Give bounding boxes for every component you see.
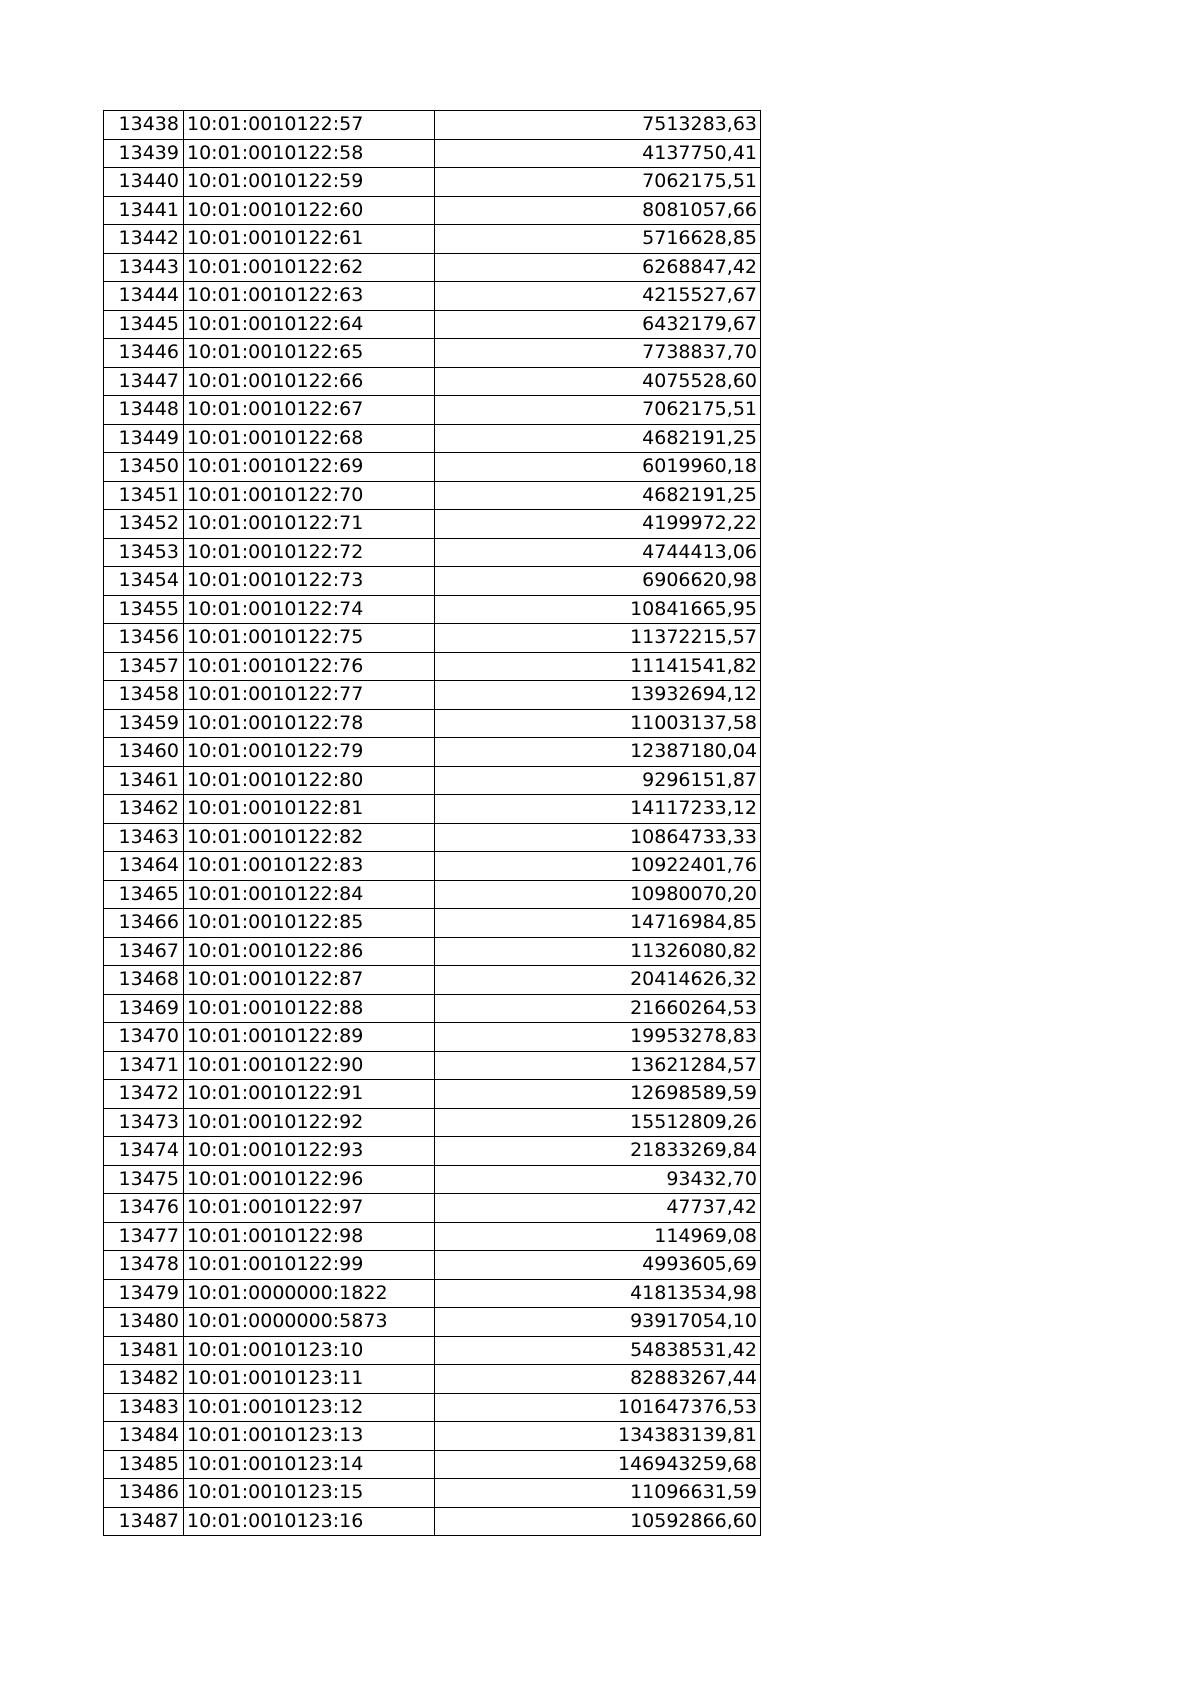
value-cell: 93917054,10 bbox=[435, 1308, 761, 1337]
row-number-cell: 13456 bbox=[104, 624, 184, 653]
table-row bbox=[104, 1165, 761, 1194]
cadastral-number-cell: 10:01:0010122:64 bbox=[184, 310, 435, 339]
cadastral-number-cell: 10:01:0010122:90 bbox=[184, 1051, 435, 1080]
row-number-cell: 13463 bbox=[104, 823, 184, 852]
table-row bbox=[104, 310, 761, 339]
value-cell: 14716984,85 bbox=[435, 909, 761, 938]
value-cell: 11141541,82 bbox=[435, 652, 761, 681]
cadastral-number-cell: 10:01:0010122:99 bbox=[184, 1251, 435, 1280]
table-row bbox=[104, 196, 761, 225]
value-cell: 12387180,04 bbox=[435, 738, 761, 767]
cadastral-number-cell: 10:01:0010122:73 bbox=[184, 567, 435, 596]
cadastral-number-cell: 10:01:0010123:11 bbox=[184, 1365, 435, 1394]
value-cell: 6432179,67 bbox=[435, 310, 761, 339]
row-number-cell: 13458 bbox=[104, 681, 184, 710]
row-number-cell: 13468 bbox=[104, 966, 184, 995]
value-cell: 11326080,82 bbox=[435, 937, 761, 966]
table-row bbox=[104, 909, 761, 938]
cadastral-number-cell: 10:01:0010122:77 bbox=[184, 681, 435, 710]
cadastral-number-cell: 10:01:0010122:83 bbox=[184, 852, 435, 881]
row-number-cell: 13466 bbox=[104, 909, 184, 938]
cadastral-number-cell: 10:01:0000000:1822 bbox=[184, 1279, 435, 1308]
row-number-cell: 13478 bbox=[104, 1251, 184, 1280]
value-cell: 11003137,58 bbox=[435, 709, 761, 738]
row-number-cell: 13486 bbox=[104, 1479, 184, 1508]
table-row bbox=[104, 139, 761, 168]
table-row bbox=[104, 795, 761, 824]
table-row bbox=[104, 624, 761, 653]
cadastral-number-cell: 10:01:0010122:62 bbox=[184, 253, 435, 282]
cadastral-number-cell: 10:01:0010123:13 bbox=[184, 1422, 435, 1451]
cadastral-number-cell: 10:01:0010122:82 bbox=[184, 823, 435, 852]
value-cell: 134383139,81 bbox=[435, 1422, 761, 1451]
table-row bbox=[104, 481, 761, 510]
row-number-cell: 13439 bbox=[104, 139, 184, 168]
cadastral-number-cell: 10:01:0010122:98 bbox=[184, 1222, 435, 1251]
cadastral-number-cell: 10:01:0010122:71 bbox=[184, 510, 435, 539]
row-number-cell: 13479 bbox=[104, 1279, 184, 1308]
table-row bbox=[104, 1479, 761, 1508]
value-cell: 15512809,26 bbox=[435, 1108, 761, 1137]
cadastral-number-cell: 10:01:0010122:91 bbox=[184, 1080, 435, 1109]
table-row bbox=[104, 510, 761, 539]
row-number-cell: 13452 bbox=[104, 510, 184, 539]
table-row bbox=[104, 880, 761, 909]
table-row bbox=[104, 1137, 761, 1166]
table-row bbox=[104, 225, 761, 254]
cadastral-number-cell: 10:01:0010122:61 bbox=[184, 225, 435, 254]
cadastral-number-cell: 10:01:0010122:80 bbox=[184, 766, 435, 795]
row-number-cell: 13470 bbox=[104, 1023, 184, 1052]
row-number-cell: 13464 bbox=[104, 852, 184, 881]
value-cell: 4744413,06 bbox=[435, 538, 761, 567]
value-cell: 4075528,60 bbox=[435, 367, 761, 396]
value-cell: 7062175,51 bbox=[435, 396, 761, 425]
value-cell: 14117233,12 bbox=[435, 795, 761, 824]
row-number-cell: 13480 bbox=[104, 1308, 184, 1337]
cadastral-number-cell: 10:01:0010123:16 bbox=[184, 1507, 435, 1536]
cadastral-number-cell: 10:01:0010122:88 bbox=[184, 994, 435, 1023]
table-row bbox=[104, 111, 761, 140]
value-cell: 54838531,42 bbox=[435, 1336, 761, 1365]
cadastral-number-cell: 10:01:0010122:70 bbox=[184, 481, 435, 510]
table-row bbox=[104, 766, 761, 795]
table-row bbox=[104, 595, 761, 624]
cadastral-number-cell: 10:01:0010122:59 bbox=[184, 168, 435, 197]
table-body bbox=[104, 111, 761, 1536]
cadastral-number-cell: 10:01:0010123:14 bbox=[184, 1450, 435, 1479]
row-number-cell: 13473 bbox=[104, 1108, 184, 1137]
value-cell: 146943259,68 bbox=[435, 1450, 761, 1479]
value-cell: 7738837,70 bbox=[435, 339, 761, 368]
cadastral-number-cell: 10:01:0010122:65 bbox=[184, 339, 435, 368]
value-cell: 8081057,66 bbox=[435, 196, 761, 225]
row-number-cell: 13446 bbox=[104, 339, 184, 368]
value-cell: 10841665,95 bbox=[435, 595, 761, 624]
table-row bbox=[104, 424, 761, 453]
cadastral-number-cell: 10:01:0010122:75 bbox=[184, 624, 435, 653]
cadastral-number-cell: 10:01:0010122:69 bbox=[184, 453, 435, 482]
row-number-cell: 13444 bbox=[104, 282, 184, 311]
table-row bbox=[104, 1279, 761, 1308]
table-row bbox=[104, 1507, 761, 1536]
table-row bbox=[104, 1251, 761, 1280]
value-cell: 4199972,22 bbox=[435, 510, 761, 539]
cadastral-number-cell: 10:01:0010122:67 bbox=[184, 396, 435, 425]
value-cell: 21833269,84 bbox=[435, 1137, 761, 1166]
table-row bbox=[104, 852, 761, 881]
cadastral-number-cell: 10:01:0010122:81 bbox=[184, 795, 435, 824]
cadastral-number-cell: 10:01:0010122:79 bbox=[184, 738, 435, 767]
cadastral-number-cell: 10:01:0010122:58 bbox=[184, 139, 435, 168]
table-row bbox=[104, 823, 761, 852]
table-row bbox=[104, 652, 761, 681]
row-number-cell: 13469 bbox=[104, 994, 184, 1023]
row-number-cell: 13443 bbox=[104, 253, 184, 282]
table-row bbox=[104, 738, 761, 767]
row-number-cell: 13451 bbox=[104, 481, 184, 510]
row-number-cell: 13465 bbox=[104, 880, 184, 909]
cadastral-number-cell: 10:01:0010122:93 bbox=[184, 1137, 435, 1166]
table-row bbox=[104, 453, 761, 482]
table-row bbox=[104, 1365, 761, 1394]
row-number-cell: 13457 bbox=[104, 652, 184, 681]
table-row bbox=[104, 1393, 761, 1422]
value-cell: 9296151,87 bbox=[435, 766, 761, 795]
value-cell: 5716628,85 bbox=[435, 225, 761, 254]
cadastral-number-cell: 10:01:0010123:12 bbox=[184, 1393, 435, 1422]
value-cell: 4993605,69 bbox=[435, 1251, 761, 1280]
table-row bbox=[104, 709, 761, 738]
table-row bbox=[104, 1080, 761, 1109]
cadastral-number-cell: 10:01:0010123:15 bbox=[184, 1479, 435, 1508]
value-cell: 11372215,57 bbox=[435, 624, 761, 653]
value-cell: 47737,42 bbox=[435, 1194, 761, 1223]
row-number-cell: 13471 bbox=[104, 1051, 184, 1080]
row-number-cell: 13455 bbox=[104, 595, 184, 624]
value-cell: 12698589,59 bbox=[435, 1080, 761, 1109]
value-cell: 6019960,18 bbox=[435, 453, 761, 482]
table-row bbox=[104, 966, 761, 995]
value-cell: 4137750,41 bbox=[435, 139, 761, 168]
cadastral-number-cell: 10:01:0010122:84 bbox=[184, 880, 435, 909]
row-number-cell: 13449 bbox=[104, 424, 184, 453]
table-row bbox=[104, 1108, 761, 1137]
value-cell: 20414626,32 bbox=[435, 966, 761, 995]
cadastral-number-cell: 10:01:0010122:68 bbox=[184, 424, 435, 453]
table-row bbox=[104, 367, 761, 396]
cadastral-number-cell: 10:01:0010122:57 bbox=[184, 111, 435, 140]
row-number-cell: 13447 bbox=[104, 367, 184, 396]
table-row bbox=[104, 538, 761, 567]
value-cell: 82883267,44 bbox=[435, 1365, 761, 1394]
row-number-cell: 13440 bbox=[104, 168, 184, 197]
table-row bbox=[104, 1051, 761, 1080]
table-row bbox=[104, 168, 761, 197]
value-cell: 7513283,63 bbox=[435, 111, 761, 140]
cadastral-number-cell: 10:01:0010122:86 bbox=[184, 937, 435, 966]
row-number-cell: 13453 bbox=[104, 538, 184, 567]
row-number-cell: 13477 bbox=[104, 1222, 184, 1251]
row-number-cell: 13481 bbox=[104, 1336, 184, 1365]
row-number-cell: 13454 bbox=[104, 567, 184, 596]
value-cell: 4215527,67 bbox=[435, 282, 761, 311]
row-number-cell: 13467 bbox=[104, 937, 184, 966]
cadastre-value-table bbox=[103, 110, 761, 1536]
value-cell: 19953278,83 bbox=[435, 1023, 761, 1052]
value-cell: 7062175,51 bbox=[435, 168, 761, 197]
cadastral-number-cell: 10:01:0010122:96 bbox=[184, 1165, 435, 1194]
row-number-cell: 13441 bbox=[104, 196, 184, 225]
table-row bbox=[104, 1194, 761, 1223]
value-cell: 11096631,59 bbox=[435, 1479, 761, 1508]
cadastral-number-cell: 10:01:0010123:10 bbox=[184, 1336, 435, 1365]
cadastral-number-cell: 10:01:0010122:63 bbox=[184, 282, 435, 311]
table-row bbox=[104, 282, 761, 311]
table-row bbox=[104, 1023, 761, 1052]
row-number-cell: 13484 bbox=[104, 1422, 184, 1451]
row-number-cell: 13487 bbox=[104, 1507, 184, 1536]
value-cell: 114969,08 bbox=[435, 1222, 761, 1251]
cadastral-number-cell: 10:01:0010122:60 bbox=[184, 196, 435, 225]
value-cell: 10922401,76 bbox=[435, 852, 761, 881]
row-number-cell: 13438 bbox=[104, 111, 184, 140]
row-number-cell: 13448 bbox=[104, 396, 184, 425]
table-row bbox=[104, 994, 761, 1023]
table-row bbox=[104, 339, 761, 368]
cadastral-number-cell: 10:01:0000000:5873 bbox=[184, 1308, 435, 1337]
value-cell: 6268847,42 bbox=[435, 253, 761, 282]
row-number-cell: 13462 bbox=[104, 795, 184, 824]
table-row bbox=[104, 396, 761, 425]
cadastral-number-cell: 10:01:0010122:72 bbox=[184, 538, 435, 567]
table-row bbox=[104, 567, 761, 596]
value-cell: 41813534,98 bbox=[435, 1279, 761, 1308]
value-cell: 13932694,12 bbox=[435, 681, 761, 710]
row-number-cell: 13445 bbox=[104, 310, 184, 339]
cadastral-number-cell: 10:01:0010122:85 bbox=[184, 909, 435, 938]
row-number-cell: 13483 bbox=[104, 1393, 184, 1422]
row-number-cell: 13442 bbox=[104, 225, 184, 254]
value-cell: 6906620,98 bbox=[435, 567, 761, 596]
cadastral-number-cell: 10:01:0010122:66 bbox=[184, 367, 435, 396]
cadastral-number-cell: 10:01:0010122:89 bbox=[184, 1023, 435, 1052]
row-number-cell: 13460 bbox=[104, 738, 184, 767]
cadastral-number-cell: 10:01:0010122:76 bbox=[184, 652, 435, 681]
value-cell: 10980070,20 bbox=[435, 880, 761, 909]
value-cell: 13621284,57 bbox=[435, 1051, 761, 1080]
table-row bbox=[104, 253, 761, 282]
table-row bbox=[104, 681, 761, 710]
row-number-cell: 13459 bbox=[104, 709, 184, 738]
cadastral-number-cell: 10:01:0010122:87 bbox=[184, 966, 435, 995]
table-row bbox=[104, 1422, 761, 1451]
table-row bbox=[104, 1222, 761, 1251]
cadastral-number-cell: 10:01:0010122:97 bbox=[184, 1194, 435, 1223]
value-cell: 10864733,33 bbox=[435, 823, 761, 852]
row-number-cell: 13450 bbox=[104, 453, 184, 482]
cadastral-number-cell: 10:01:0010122:74 bbox=[184, 595, 435, 624]
value-cell: 10592866,60 bbox=[435, 1507, 761, 1536]
table-row bbox=[104, 1450, 761, 1479]
cadastral-number-cell: 10:01:0010122:92 bbox=[184, 1108, 435, 1137]
row-number-cell: 13461 bbox=[104, 766, 184, 795]
table-row bbox=[104, 1336, 761, 1365]
value-cell: 4682191,25 bbox=[435, 424, 761, 453]
row-number-cell: 13474 bbox=[104, 1137, 184, 1166]
value-cell: 101647376,53 bbox=[435, 1393, 761, 1422]
row-number-cell: 13482 bbox=[104, 1365, 184, 1394]
row-number-cell: 13485 bbox=[104, 1450, 184, 1479]
table-row bbox=[104, 1308, 761, 1337]
value-cell: 93432,70 bbox=[435, 1165, 761, 1194]
value-cell: 4682191,25 bbox=[435, 481, 761, 510]
row-number-cell: 13475 bbox=[104, 1165, 184, 1194]
table-row bbox=[104, 937, 761, 966]
row-number-cell: 13472 bbox=[104, 1080, 184, 1109]
value-cell: 21660264,53 bbox=[435, 994, 761, 1023]
row-number-cell: 13476 bbox=[104, 1194, 184, 1223]
cadastral-number-cell: 10:01:0010122:78 bbox=[184, 709, 435, 738]
